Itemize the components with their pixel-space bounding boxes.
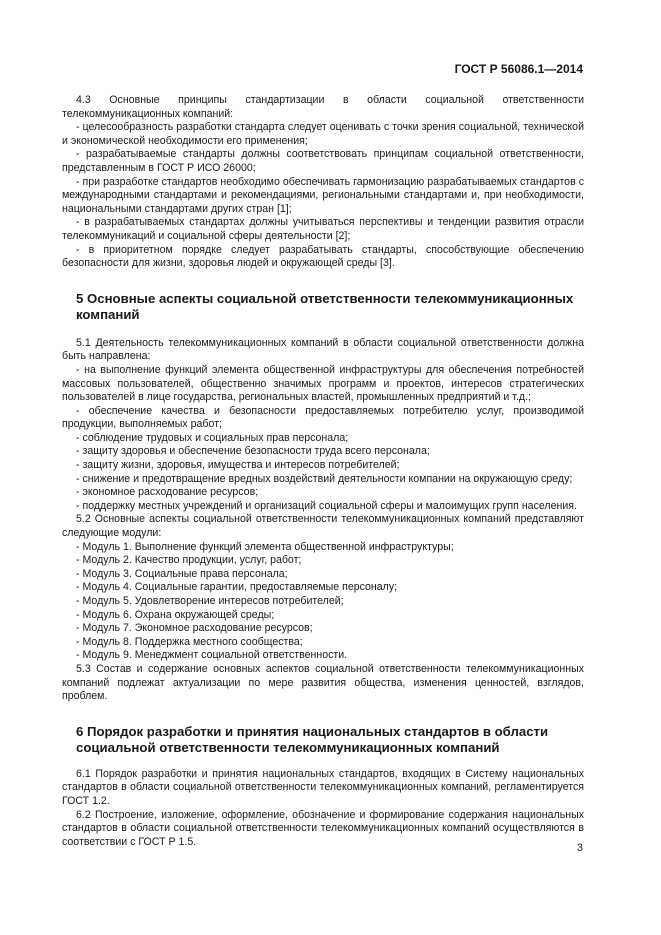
section-6 — [62, 768, 584, 850]
list-item: - Модуль 5. Удовлетворение интересов потребителей; — [76, 595, 344, 607]
list-item: - защиту жизни, здоровья, имущества и интересов потребителей; — [76, 459, 400, 472]
paragraph: 5.1 Деятельность телекоммуникационных компаний в области социальной ответственности должна быть направлена: — [62, 336, 584, 363]
list-item: - Модуль 4. Социальные гарантии, предоставляемые персоналу; — [76, 581, 398, 594]
list-item: - разрабатываемые стандарты должны соответствовать принципам социальной ответственности, представленным в ГОСТ Р ИСО 26000; — [62, 148, 584, 174]
list-item: - при разработке стандартов необходимо обеспечивать гармонизацию разрабатываемых стандартов с международными стандартами и рекомендациями, региональными стандартами и, при необходимости, национальными стандартами других стран [1]; — [62, 175, 584, 215]
page-number: 3 — [576, 842, 583, 854]
list-item: - Модуль 2. Качество продукции, услуг, работ; — [76, 554, 302, 567]
list-item: - Модуль 6. Охрана окружающей среды; — [76, 608, 275, 621]
list-item: - обеспечение качества и безопасности предоставляемых потребителю услуг, производимой продукции, выполняемых работ; — [62, 404, 584, 431]
list-item: - Модуль 7. Экономное расходование ресурсов; — [76, 622, 313, 635]
list-item: - целесообразность разработки стандарта следует оценивать с точки зрения социальной, технической и экономической необходимости его применения; — [62, 121, 584, 147]
list-item: - на выполнение функций элемента общественной инфраструктуры для обеспечения потребностей массовых пользователей, общественно значимых программ и проектов, интересов стратегических пользователей в лице государства, региональных властей, промышленных предприятий и т.д.; — [62, 363, 584, 404]
list-item: - защиту здоровья и обеспечение безопасности труда всего персонала; — [76, 445, 430, 458]
section-5 — [62, 337, 584, 704]
list-item: - соблюдение трудовых и социальных прав персонала; — [76, 431, 349, 444]
list-item: - экономное расходование ресурсов; — [76, 486, 259, 499]
list-item: - в приоритетном порядке следует разрабатывать стандарты, способствующие обеспечению безопасности для жизни, здоровья людей и окружающей среды [3]. — [62, 243, 584, 270]
document-id-header: ГОСТ Р 56086.1—2014 — [454, 62, 583, 76]
list-item: - Модуль 8. Поддержка местного сообщества; — [76, 635, 303, 648]
paragraph: 5.2 Основные аспекты социальной ответственности телекоммуникационных компаний представляют следующие модули: — [62, 513, 584, 540]
list-item: - в разрабатываемых стандартах должны учитываться перспективы и тенденции развития отрасли телекоммуникаций и социальной сферы деятельности [2]; — [62, 216, 584, 242]
list-item: - Модуль 1. Выполнение функций элемента общественной инфраструктуры; — [76, 540, 454, 553]
list-item: - поддержку местных учреждений и организаций социальной сферы и малоимущих групп населения. — [76, 499, 577, 512]
paragraph: 6.2 Построение, изложение, оформление, обозначение и формирование содержания национальных стандартов в области социальной ответственности телекоммуникационных компаний осуществляются в соответствии с ГОСТ Р 1.5. — [62, 808, 584, 848]
list-item: - снижение и предотвращение вредных воздействий деятельности компании на окружающую среду; — [76, 472, 573, 485]
list-item: - Модуль 3. Социальные права персонала; — [76, 567, 288, 580]
paragraph: 4.3 Основные принципы стандартизации в области социальной ответственности телекоммуникационных компаний: — [62, 94, 584, 120]
page-content — [62, 94, 584, 849]
list-item: - Модуль 9. Менеджмент социальной ответственности. — [76, 649, 348, 662]
section-5-heading: 5 Основные аспекты социальной ответственности телекоммуникационных компаний — [76, 290, 574, 322]
section-6-heading: 6 Порядок разработки и принятия национальных стандартов в области социальной ответственности телекоммуникационных компаний — [76, 723, 549, 755]
paragraph: 5.3 Состав и содержание основных аспектов социальной ответственности телекоммуникационных компаний подлежат актуализации по мере развития общества, изменения ценностей, взглядов, проблем. — [62, 662, 584, 703]
paragraph: 6.1 Порядок разработки и принятия национальных стандартов, входящих в Систему национальных стандартов в области социальной ответственности телекоммуникационных компаний, регламентируется ГОСТ 1.2. — [62, 767, 584, 807]
section-4-3 — [62, 94, 584, 271]
